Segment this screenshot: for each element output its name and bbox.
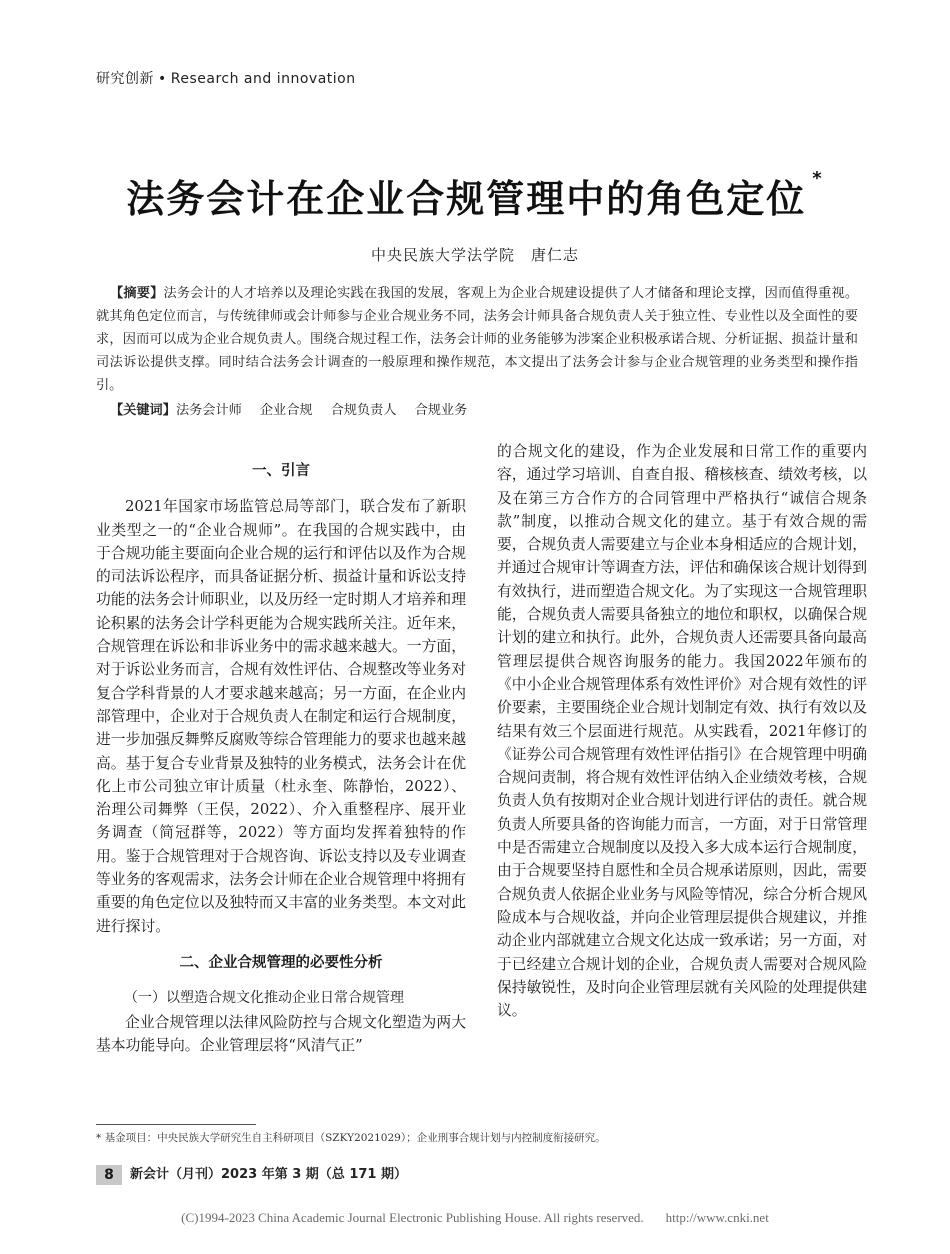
body-paragraph: 2021年国家市场监管总局等部门，联合发布了新职业类型之一的“企业合规师”。在我国的合规实践中，由于合规功能主要面向企业合规的运行和评估以及作为合规的司法诉讼程序，而具备证据分析、损益计量和诉讼支持功能的法务会计师职业，以及历经一定时期人才培养和理论积累的法务会计学科更能为合规实践所关注。近年来，合规管理在诉讼和非诉业务中的需求越来越大。一方面，对于诉讼业务而言，合规有效性评估、合规整改等业务对复合学科背景的人才要求越来越高；另一方面，在企业内部管理中，企业对于合规负责人在制定和运行合规制度，进一步加强反舞弊反腐败等综合管理能力的要求也越来越高。基于复合专业背景及独特的业务模式，法务会计在优化上市公司独立审计质量（杜永奎、陈静怡，2022）、治理公司舞弊（王俣，2022）、介入重整程序、展开业务调查（简冠群等，2022）等方面均发挥着独特的作用。鉴于合规管理对于合规咨询、诉讼支持以及专业调查等业务的客观需求，法务会计师在企业合规管理中将拥有重要的角色定位以及独特而又丰富的业务类型。本文对此进行探讨。 [96, 498, 466, 935]
keywords-label: 【关键词】 [110, 403, 176, 418]
body-paragraph: 的合规文化的建设，作为企业发展和日常工作的重要内容，通过学习培训、自查自报、稽核核查、绩效考核，以及在第三方合作方的合同管理中严格执行“诚信合规条款”制度，以推动合规文化的建立。基于有效合规的需要，合规负责人需要建立与企业本身相适应的合规计划，并通过合规审计等调查方法，评估和确保该合规计划得到有效执行，进而塑造合规文化。为了实现这一合规管理职能，合规负责人需要具备独立的地位和职权，以确保合规计划的建立和执行。此外，合规负责人还需要具备向最高管理层提供合规咨询服务的能力。我国2022年颁布的《中小企业合规管理体系有效性评价》对合规有效性的评价要素，主要围绕企业合规计划制定有效、执行有效以及结果有效三个层面进行规范。从实践看，2021年修订的《证券公司合规管理有效性评估指引》在合规管理中明确合规问责制，将合规有效性评估纳入企业绩效考核，合规负责人负有按期对企业合规计划进行评估的责任。就合规负责人所要具备的咨询能力而言，一方面，对于日常管理中是否需建立合规制度以及投入多大成本运行合规制度，由于合规要坚持自愿性和全员合规承诺原则，因此，需要合规负责人依据企业业务与风险等情况，综合分析合规风险成本与合规收益，并向企业管理层提供合规建议，并推动企业内部就建立合规文化达成一致承诺；另一方面，对于已经建立合规计划的企业，合规负责人需要对合规风险保持敏锐性，及时向企业管理层就有关风险的处理提供建议。 [497, 443, 867, 1020]
copyright-url[interactable]: http://www.cnki.net [665, 1210, 769, 1225]
header-section-cn: 研究创新 [96, 71, 154, 87]
author-name: 唐仁志 [531, 246, 580, 264]
section-heading-intro: 一、引言 [252, 463, 310, 479]
footnote: * 基金项目：中央民族大学研究生自主科研项目（SZKY2021029）；企业刑事合规计划与内控制度衔接研究。 [96, 1132, 606, 1144]
keyword: 合规负责人 [330, 403, 397, 418]
keyword: 合规业务 [414, 403, 468, 418]
header-dot: • [158, 71, 167, 87]
abstract-text: 法务会计的人才培养以及理论实践在我国的发展，客观上为企业合规建设提供了人才储备和理论支撑，因而值得重视。就其角色定位而言，与传统律师或会计师参与企业合规业务不同，法务会计师具备合规负责人关于独立性、专业性以及全面性的要求，因而可以成为企业合规负责人。围绕合规过程工作，法务会计师的业务能够为涉案企业积极承诺合规、分析证据、损益计量和司法诉讼提供支撑。同时结合法务会计调查的一般原理和操作规范，本文提出了法务会计参与企业合规管理的业务类型和操作指引。 [96, 286, 859, 393]
keyword: 企业合规 [259, 403, 313, 418]
abstract [96, 282, 858, 397]
article-title [0, 168, 950, 223]
author-line [0, 244, 950, 265]
footnote-divider [96, 1124, 256, 1125]
author-affiliation: 中央民族大学法学院 [370, 246, 515, 264]
keyword: 法务会计师 [175, 403, 242, 418]
copyright-text: (C)1994-2023 China Academic Journal Electronic Publishing House. All rights reserved. [181, 1210, 644, 1225]
running-header [96, 68, 356, 88]
header-section-en: Research and innovation [170, 71, 356, 87]
keywords [110, 399, 858, 422]
title-text: 法务会计在企业合规管理中的角色定位 [126, 177, 807, 221]
body-paragraph: 企业合规管理以法律风险防控与合规文化塑造为两大基本功能导向。企业管理层将“风清气正” [96, 1013, 466, 1054]
copyright-line [0, 1210, 950, 1226]
journal-citation: 新会计（月刊）2023 年第 3 期（总 171 期） [130, 1167, 407, 1182]
abstract-label: 【摘要】 [110, 286, 164, 301]
page-number: 8 [96, 1165, 122, 1185]
subsection-heading: （一）以塑造合规文化推动企业日常合规管理 [124, 990, 404, 1007]
title-footnote-mark: * [812, 168, 824, 190]
right-column [497, 440, 867, 1022]
left-column [96, 456, 466, 1057]
section-heading-necessity: 二、企业合规管理的必要性分析 [179, 954, 383, 971]
